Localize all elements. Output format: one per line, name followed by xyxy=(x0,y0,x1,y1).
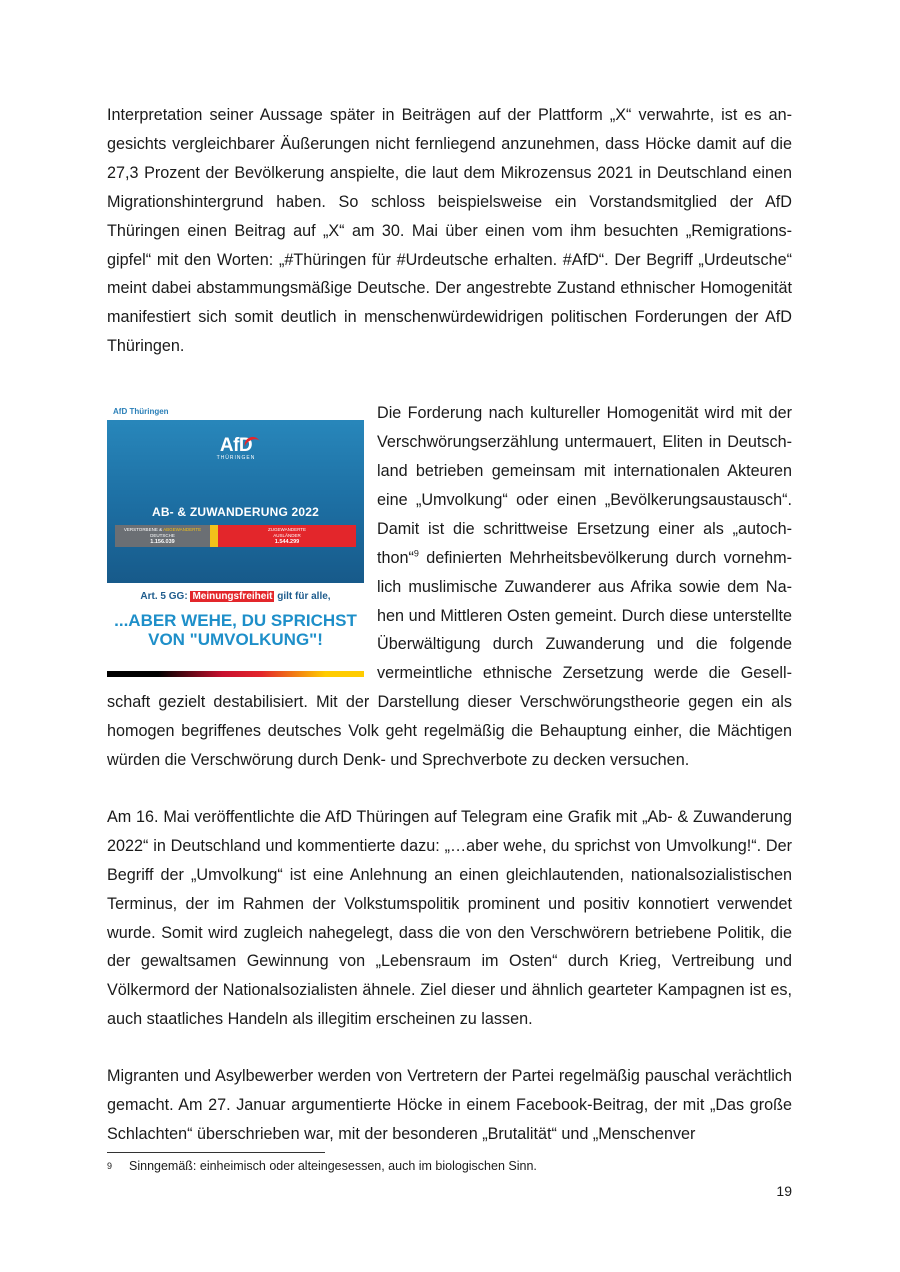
footnote xyxy=(107,1158,792,1174)
paragraph-1: Interpretation seiner Aussage später in Beiträgen auf der Plattform „X“ verwahrte, ist es angesichts vergleichbarer Äußerungen nicht fernliegend anzunehmen, dass Höcke damit auf die 27,3 Prozent der Bevölkerung anspielte, die laut dem Mikrozensus 2021 in Deutschland einen Migrationshintergrund haben. So schloss beispielsweise ein Vorstandsmitglied der AfD Thüringen einen Beitrag auf „X“ am 30. Mai über einen vom ihm besuchten „Remigrationsgipfel“ mit den Worten: „#Thüringen für #Urdeutsche erhalten. #AfD“. Der Begriff „Urdeutsche“ meint dabei abstammungsmäßige Deutsche. Der angestrebte Zustand ethnischer Homogenität manifestiert sich somit deutlich in menschenwürdewidrigen politischen Forderungen der AfD Thüringen. xyxy=(107,106,792,356)
slogan-line-2: VON "UMVOLKUNG"! xyxy=(148,630,323,650)
flyer-bar-emigration xyxy=(115,525,210,547)
flyer-header xyxy=(107,405,364,420)
footnote-number: 9 xyxy=(107,1161,113,1171)
document-body xyxy=(107,101,792,1149)
afd-logo-subtext: THÜRINGEN xyxy=(216,455,256,462)
bar-label: ABGEWANDERTE xyxy=(163,527,202,533)
paragraph-4: Migranten und Asylbewerber werden von Vertretern der Partei regelmäßig pauschal verächtlich gemacht. Am 27. Januar argumentierte Höcke in einem Facebook-Beitrag, der mit „Das große Schlachten“ überschrieben war, mit der besonderen „Brutalität“ und „Menschenver xyxy=(107,1067,792,1143)
footnote-reference: 9 xyxy=(413,548,419,559)
bar-label: DEUTSCHE xyxy=(150,533,175,539)
footnote-text: Sinngemäß: einheimisch oder alteingesessen, auch im biologischen Sinn. xyxy=(129,1159,537,1173)
article-suffix: gilt für alle, xyxy=(277,591,331,603)
flyer-white-section xyxy=(107,583,364,671)
paragraph-3: Am 16. Mai veröffentlichte die AfD Thüringen auf Telegram eine Grafik mit „Ab- & Zuwanderung 2022“ in Deutschland und kommentierte dazu: „…aber wehe, du sprichst von Umvolkung!“. Der Begriff der „Umvolkung“ ist eine Anlehnung an einen gleichlautenden, nationalsozialistischen Terminus, der im Rahmen der Volkstumspolitik prominent und positiv konnotiert verwendet wurde. Somit wird zugleich nahegelegt, dass die von den Verschwörern betriebene Politik, die der gewaltsamen Gewinnung von „Lebensraum im Osten“ durch Krieg, Vertreibung und Völkermord der Nationalsozialisten ähnele. Ziel dieser und ähnlich gearteter Kampagnen ist es, auch staatliches Handeln als illegitim erscheinen zu lassen. xyxy=(107,807,792,1029)
flyer-slogan xyxy=(107,611,364,649)
flyer-title: AB- & ZUWANDERUNG 2022 xyxy=(151,505,320,520)
paragraph-gap xyxy=(107,361,792,399)
afd-flyer-image xyxy=(107,405,364,677)
bar-value: 1.544.299 xyxy=(274,539,300,546)
slogan-line-1: ...ABER WEHE, DU SPRICHST xyxy=(114,611,357,631)
page-number: 19 xyxy=(776,1183,792,1199)
bar-value: 1.156.039 xyxy=(150,539,175,546)
bar-label: VERSTORBENE & xyxy=(123,527,163,533)
bar-label: ZUGEWANDERTE xyxy=(267,527,306,533)
flyer-header-text: AfD Thüringen xyxy=(113,407,169,417)
german-flag-stripe xyxy=(107,671,364,677)
flyer-blue-section xyxy=(107,405,364,583)
article-highlight: Meinungsfreiheit xyxy=(192,591,273,603)
bar-label: AUSLÄNDER xyxy=(273,533,301,539)
paragraph-2-text-cont: definierten Mehrheitsbevölkerung durch vornehmlich muslimische Zuwanderer aus Afrika sowie dem Nahen und Mittleren Osten gemeint. Durch diese unterstellte Überwältigung durch Zuwanderung und die folgende vermeintliche ethnische Zersetzung werde die Gesellschaft gezielt destabilisiert. Mit der Darstellung dieser Verschwörungstheorie gegen ein als homogen begriffenes deutsches Volk geht regelmäßig die Behauptung einher, die Mächtigen würden die Verschwörung durch Denk- und Sprechverbote zu decken versuchen. xyxy=(107,548,792,770)
flyer-article-line xyxy=(107,591,364,602)
article-prefix: Art. 5 GG: xyxy=(140,591,188,603)
afd-logo-text: AfD xyxy=(219,435,253,457)
paragraph-2-text: Die Forderung nach kultureller Homogenität wird mit der Verschwörungserzählung untermauert, Eliten in Deutschland betrieben gemeinsam mit internationalen Akteuren eine „Umvolkung“ oder einen „Bevölkerungsaustausch“. Damit ist die schrittweise Ersetzung einer als „autochthon“ xyxy=(377,404,792,567)
footnote-divider xyxy=(107,1152,325,1153)
afd-logo xyxy=(211,435,261,473)
flyer-bar-divider xyxy=(210,525,218,547)
flyer-bar-immigration xyxy=(218,525,356,547)
